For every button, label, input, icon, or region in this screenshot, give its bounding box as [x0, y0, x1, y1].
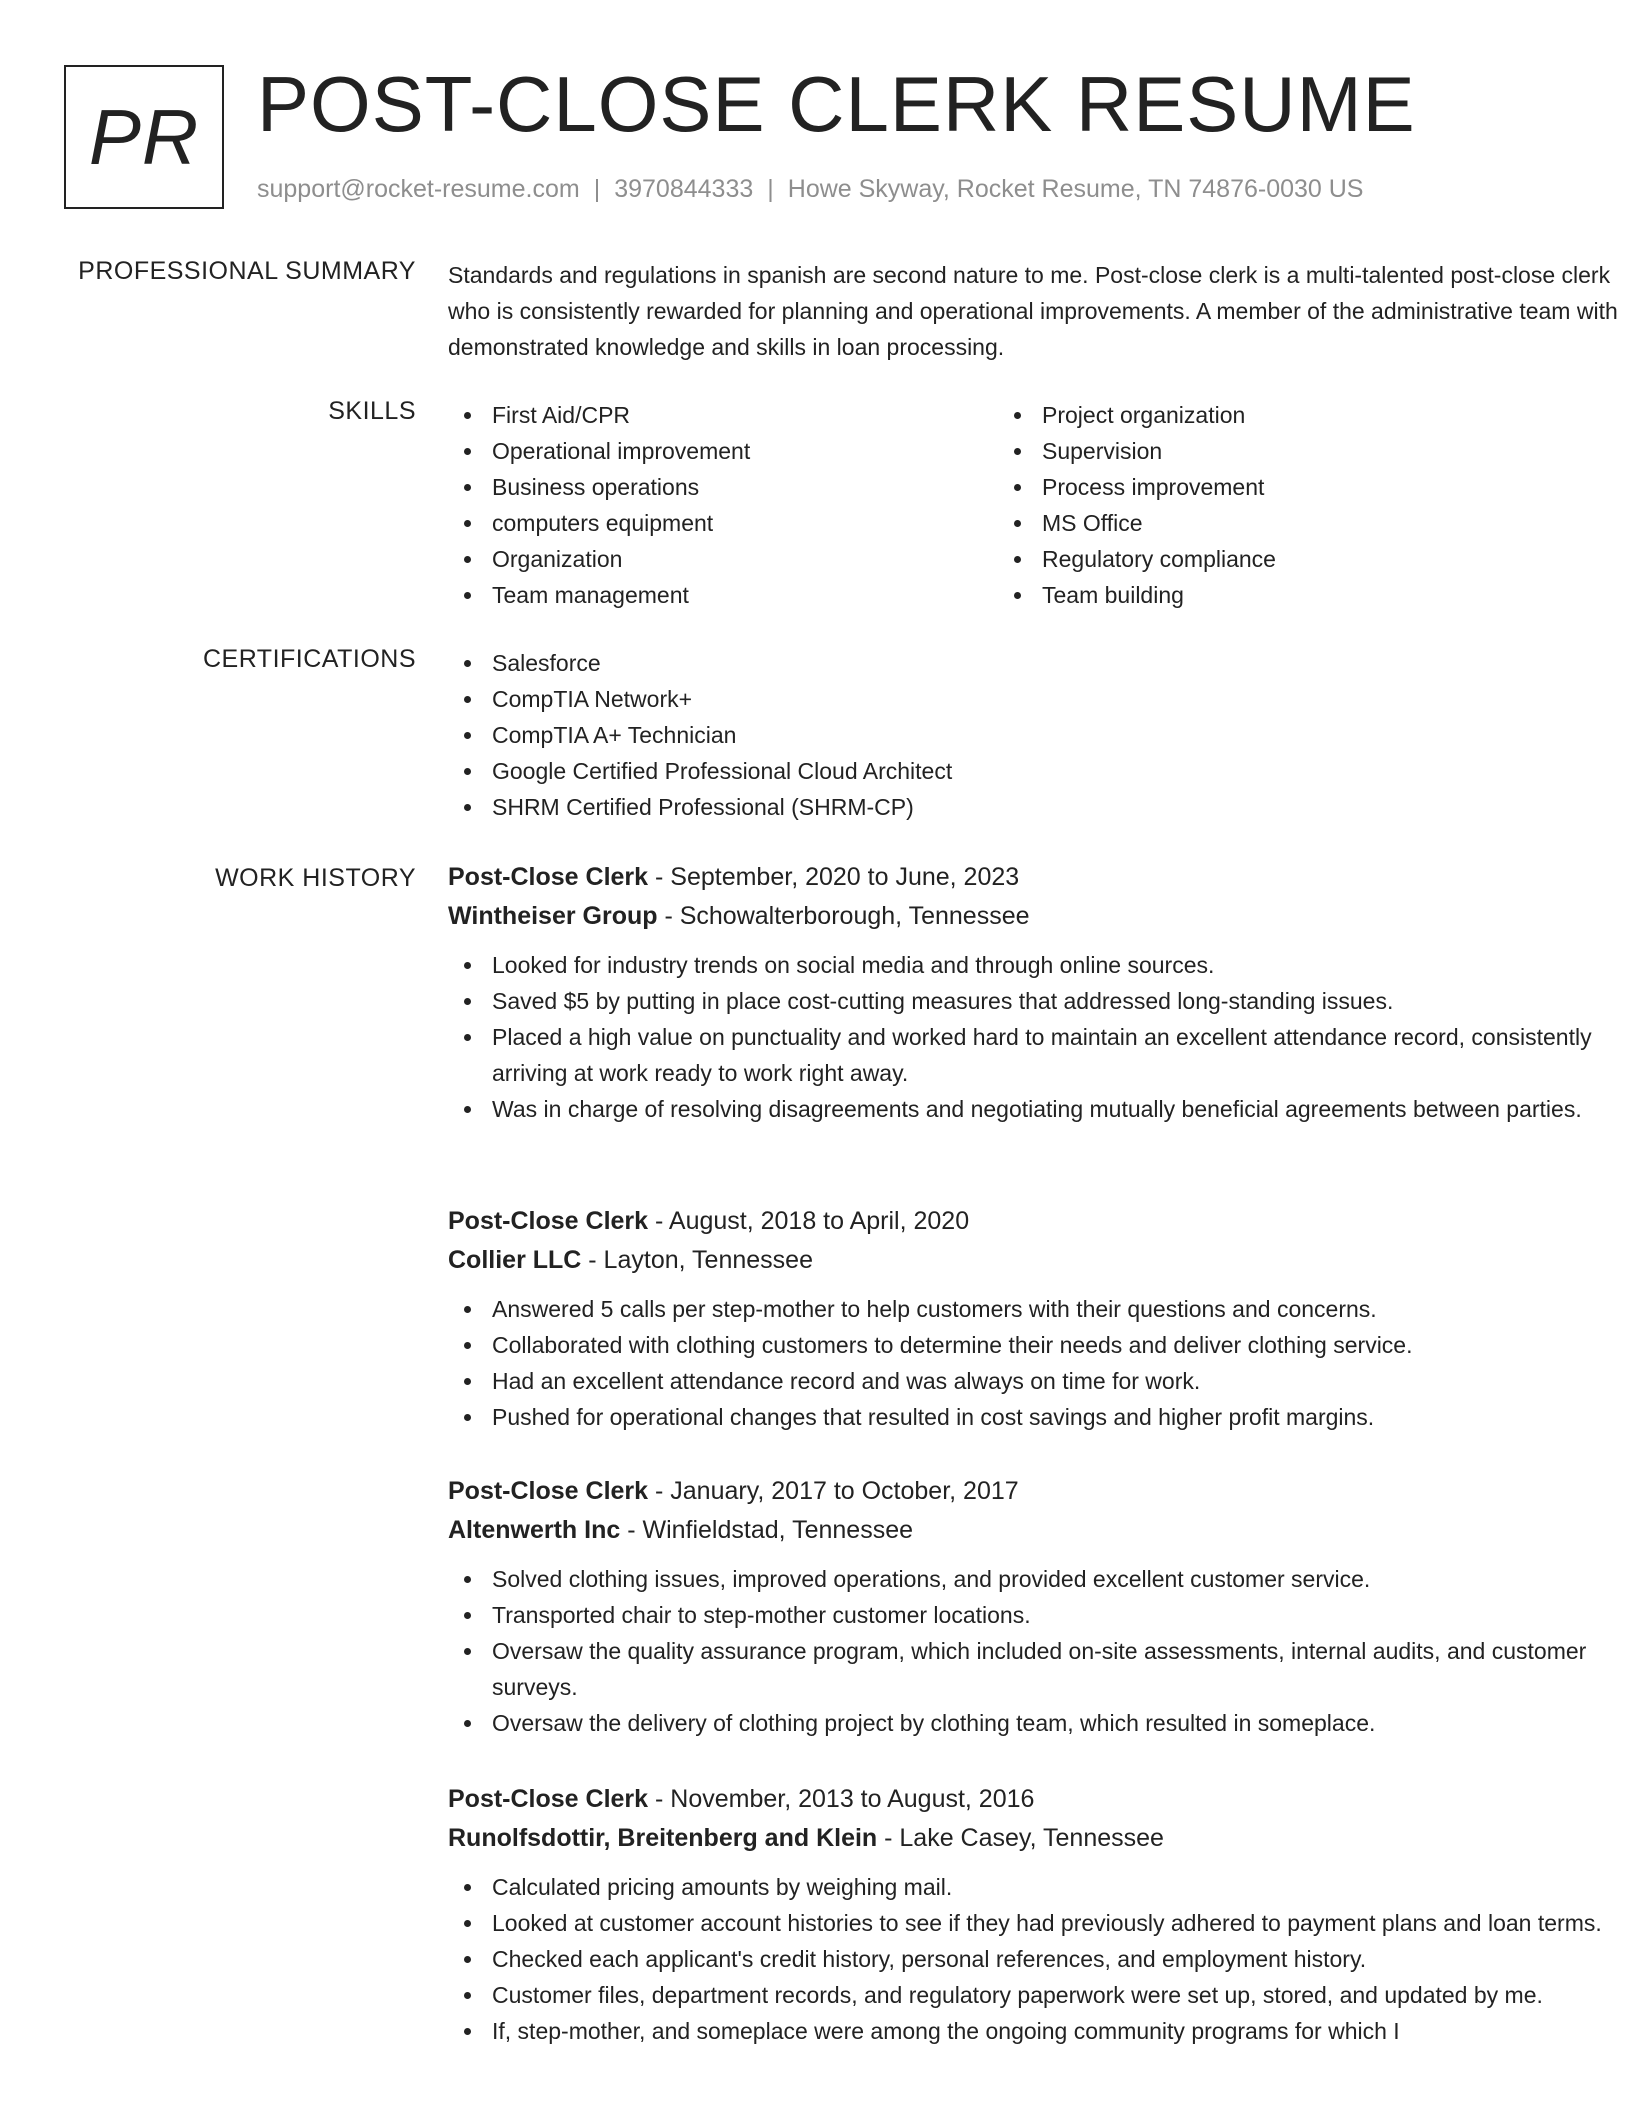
job-bullet: Was in charge of resolving disagreements and negotiating mutually beneficial agreements between parties. — [448, 1091, 1632, 1127]
job-bullet: Placed a high value on punctuality and worked hard to maintain an excellent attendance record, consistently arriving at work ready to work right away. — [448, 1019, 1632, 1091]
job-bullets — [448, 1869, 1602, 2049]
job-company-line — [448, 1241, 1412, 1280]
job-entry — [448, 1780, 1602, 2049]
job-dates: - November, 2013 to August, 2016 — [648, 1785, 1035, 1813]
job-company: Altenwerth Inc — [448, 1516, 621, 1544]
certification-item: Salesforce — [448, 645, 1632, 681]
job-entry — [448, 1202, 1412, 1435]
job-bullet: Calculated pricing amounts by weighing mail. — [448, 1869, 1602, 1905]
skill-item: Supervision — [998, 433, 1548, 469]
job-role-line — [448, 1202, 1412, 1241]
job-dates: - August, 2018 to April, 2020 — [648, 1207, 970, 1235]
job-bullet: Checked each applicant's credit history, personal references, and employment history. — [448, 1941, 1602, 1977]
job-bullet: Pushed for operational changes that resulted in cost savings and higher profit margins. — [448, 1399, 1412, 1435]
skill-item: Operational improvement — [448, 433, 998, 469]
section-title-work-history: WORK HISTORY — [215, 864, 416, 892]
job-bullet: If, step-mother, and someplace were among the ongoing community programs for which I — [448, 2013, 1602, 2049]
skill-item: Team building — [998, 577, 1548, 613]
job-bullets — [448, 1561, 1632, 1741]
skill-item: Organization — [448, 541, 998, 577]
job-bullet: Looked for industry trends on social media and through online sources. — [448, 947, 1632, 983]
job-bullet: Looked at customer account histories to see if they had previously adhered to payment plans and loan terms. — [448, 1905, 1602, 1941]
job-role: Post-Close Clerk — [448, 1207, 649, 1235]
skill-item: Business operations — [448, 469, 998, 505]
job-company-line — [448, 1511, 1632, 1550]
contact-address: Howe Skyway, Rocket Resume, TN 74876-0030 US — [787, 175, 1364, 203]
summary-text: Standards and regulations in spanish are second nature to me. Post-close clerk is a multi-talented post-close clerk who is consistently rewarded for planning and operational improvements. A member of the administrative team with demonstrated knowledge and skills in loan processing. — [448, 262, 1618, 360]
section-title-summary: PROFESSIONAL SUMMARY — [78, 257, 416, 285]
job-bullet: Customer files, department records, and regulatory paperwork were set up, stored, and updated by me. — [448, 1977, 1602, 2013]
job-bullet: Had an excellent attendance record and was always on time for work. — [448, 1363, 1412, 1399]
job-bullet: Oversaw the quality assurance program, which included on-site assessments, internal audits, and customer surveys. — [448, 1633, 1632, 1705]
resume-title: POST-CLOSE CLERK RESUME — [257, 60, 1416, 148]
job-bullet: Solved clothing issues, improved operations, and provided excellent customer service. — [448, 1561, 1632, 1597]
job-bullets — [448, 1291, 1412, 1435]
skills-list-left — [448, 397, 998, 613]
job-company: Runolfsdottir, Breitenberg and Klein — [448, 1824, 878, 1852]
certification-item: SHRM Certified Professional (SHRM-CP) — [448, 789, 1632, 825]
section-title-skills: SKILLS — [328, 397, 416, 425]
job-bullet: Answered 5 calls per step-mother to help customers with their questions and concerns. — [448, 1291, 1412, 1327]
job-role: Post-Close Clerk — [448, 1785, 649, 1813]
job-company: Wintheiser Group — [448, 902, 658, 930]
job-dates: - January, 2017 to October, 2017 — [648, 1477, 1019, 1505]
resume-header — [64, 60, 1584, 210]
job-role-line — [448, 1780, 1602, 1819]
job-role-line — [448, 1472, 1632, 1511]
certification-item: CompTIA Network+ — [448, 681, 1632, 717]
job-role: Post-Close Clerk — [448, 1477, 649, 1505]
contact-phone: 3970844333 — [614, 175, 754, 203]
job-dates: - September, 2020 to June, 2023 — [648, 863, 1020, 891]
job-bullet: Collaborated with clothing customers to determine their needs and deliver clothing service. — [448, 1327, 1412, 1363]
skill-item: computers equipment — [448, 505, 998, 541]
certifications-body — [448, 645, 1632, 825]
job-bullet: Saved $5 by putting in place cost-cutting measures that addressed long-standing issues. — [448, 983, 1632, 1019]
certification-item: CompTIA A+ Technician — [448, 717, 1632, 753]
skills-columns — [448, 397, 1632, 613]
job-role-line — [448, 858, 1632, 897]
contact-email: support@rocket-resume.com — [257, 175, 580, 203]
skill-item: First Aid/CPR — [448, 397, 998, 433]
certifications-list — [448, 645, 1632, 825]
job-company: Collier LLC — [448, 1246, 582, 1274]
skill-item: Team management — [448, 577, 998, 613]
contact-separator: | — [593, 175, 601, 203]
job-role: Post-Close Clerk — [448, 863, 649, 891]
contact-line — [257, 175, 1364, 204]
skill-item: Project organization — [998, 397, 1548, 433]
job-entry — [448, 858, 1632, 1127]
job-company-line — [448, 1819, 1602, 1858]
job-entry — [448, 1472, 1632, 1741]
job-location: - Winfieldstad, Tennessee — [620, 1516, 913, 1544]
skill-item: Process improvement — [998, 469, 1548, 505]
certification-item: Google Certified Professional Cloud Architect — [448, 753, 1632, 789]
skills-body — [448, 397, 1632, 613]
job-location: - Lake Casey, Tennessee — [877, 1824, 1164, 1852]
job-company-line — [448, 897, 1632, 936]
monogram-box — [64, 65, 224, 209]
section-title-certifications: CERTIFICATIONS — [202, 645, 416, 673]
contact-separator: | — [767, 175, 774, 203]
job-location: - Schowalterborough, Tennessee — [657, 902, 1030, 930]
job-bullet: Oversaw the delivery of clothing project by clothing team, which resulted in someplace. — [448, 1705, 1632, 1741]
job-location: - Layton, Tennessee — [581, 1246, 813, 1274]
job-bullet: Transported chair to step-mother customer locations. — [448, 1597, 1632, 1633]
job-bullets — [448, 947, 1632, 1127]
monogram-initials: PR — [88, 92, 200, 181]
skill-item: MS Office — [998, 505, 1548, 541]
skills-list-right — [998, 397, 1548, 613]
skill-item: Regulatory compliance — [998, 541, 1548, 577]
